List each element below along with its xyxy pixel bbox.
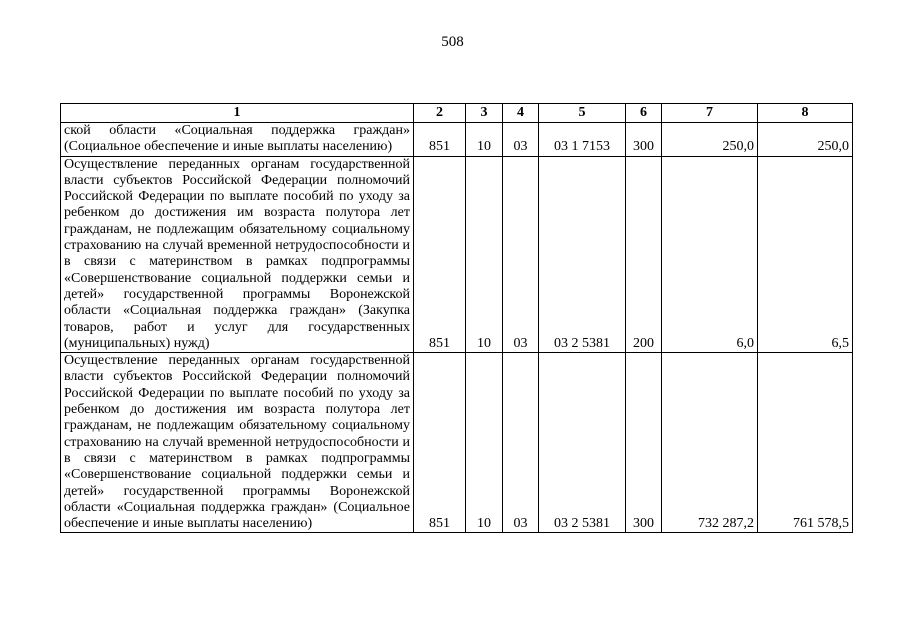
page-number: 508 — [441, 34, 464, 50]
header-col-8: 8 — [758, 104, 853, 123]
table-row — [61, 123, 853, 157]
cell-col-8: 6,5 — [758, 156, 853, 353]
cell-col-6: 200 — [626, 156, 662, 353]
table-row — [61, 353, 853, 533]
cell-col-4: 03 — [503, 353, 539, 533]
header-col-7: 7 — [662, 104, 758, 123]
header-col-3: 3 — [466, 104, 503, 123]
cell-col-7: 250,0 — [662, 123, 758, 157]
cell-col-5: 03 2 5381 — [539, 353, 626, 533]
budget-table — [60, 103, 853, 533]
row-description: ской области «Социальная поддержка граждан» (Социальное обеспечение и иные выплаты населению) — [61, 123, 414, 157]
cell-col-7: 6,0 — [662, 156, 758, 353]
cell-col-2: 851 — [414, 353, 466, 533]
cell-col-6: 300 — [626, 353, 662, 533]
cell-col-2: 851 — [414, 156, 466, 353]
cell-col-6: 300 — [626, 123, 662, 157]
cell-col-8: 250,0 — [758, 123, 853, 157]
table-row — [61, 156, 853, 353]
cell-col-8: 761 578,5 — [758, 353, 853, 533]
cell-col-3: 10 — [466, 156, 503, 353]
header-col-2: 2 — [414, 104, 466, 123]
cell-col-5: 03 1 7153 — [539, 123, 626, 157]
row-description: Осуществление переданных органам государственной власти субъектов Российской Федерации полномочий Российской Федерации по выплате пособий по уходу за ребенком до достижения им возраста полутора лет гражданам, не подлежащим обязательному социальному страхованию на случай временной нетрудоспособности и в связи с материнством в рамках подпрограммы «Совершенствование социальной поддержки семьи и детей» государственной программы Воронежской области «Социальная поддержка граждан» (Закупка товаров, работ и услуг для государственных (муниципальных) нужд) — [61, 156, 414, 353]
cell-col-7: 732 287,2 — [662, 353, 758, 533]
header-col-6: 6 — [626, 104, 662, 123]
row-description: Осуществление переданных органам государственной власти субъектов Российской Федерации полномочий Российской Федерации по выплате пособий по уходу за ребенком до достижения им возраста полутора лет гражданам, не подлежащим обязательному социальному страхованию на случай временной нетрудоспособности и в связи с материнством в рамках подпрограммы «Совершенствование социальной поддержки семьи и детей» государственной программы Воронежской области «Социальная поддержка граждан» (Социальное обеспечение и иные выплаты населению) — [61, 353, 414, 533]
cell-col-4: 03 — [503, 123, 539, 157]
cell-col-5: 03 2 5381 — [539, 156, 626, 353]
header-row — [61, 104, 853, 123]
cell-col-4: 03 — [503, 156, 539, 353]
cell-col-3: 10 — [466, 123, 503, 157]
cell-col-2: 851 — [414, 123, 466, 157]
header-col-4: 4 — [503, 104, 539, 123]
cell-col-3: 10 — [466, 353, 503, 533]
header-col-1: 1 — [61, 104, 414, 123]
header-col-5: 5 — [539, 104, 626, 123]
